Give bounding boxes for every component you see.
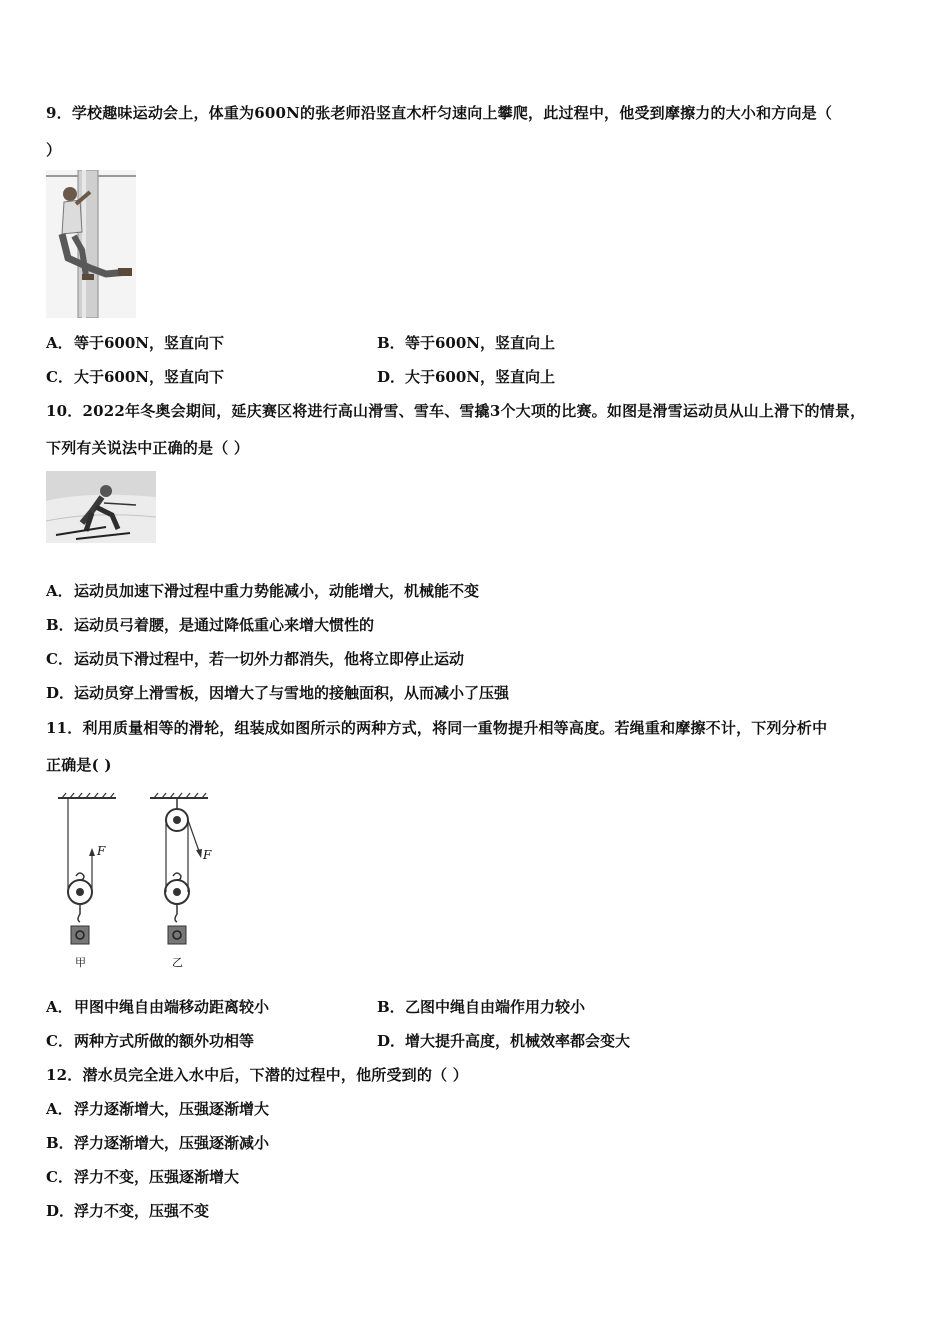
skier-photo [46, 471, 156, 543]
q10-option-a[interactable] [46, 580, 479, 601]
option-text: 浮力不变，压强不变 [74, 1202, 210, 1220]
q9-option-c[interactable] [46, 366, 224, 387]
option-text: 运动员弓着腰，是通过降低重心来增大惯性的 [74, 616, 375, 634]
q12-stem: 12．潜水员完全进入水中后，下潜的过程中，他所受到的（ ） [46, 1066, 468, 1084]
caption-left: 甲 [75, 956, 86, 969]
option-letter: D． [377, 1032, 406, 1050]
q9-option-b[interactable] [377, 332, 555, 353]
q10-option-d[interactable] [46, 682, 509, 703]
option-text: 浮力逐渐增大，压强逐渐增大 [74, 1100, 270, 1118]
q11-option-d[interactable] [377, 1030, 630, 1051]
q9-option-a[interactable] [46, 332, 224, 353]
q10-option-b[interactable] [46, 614, 374, 635]
option-letter: A． [46, 998, 73, 1016]
q10-option-c[interactable] [46, 648, 464, 669]
q11-stem-line2: 正确是( ) [46, 756, 112, 774]
caption-right: 乙 [172, 956, 183, 969]
option-text: 浮力逐渐增大，压强逐渐减小 [74, 1134, 270, 1152]
option-text: 运动员加速下滑过程中重力势能减小，动能增大，机械能不变 [74, 582, 480, 600]
option-letter: D． [46, 1202, 75, 1220]
pulley-system-right [150, 793, 208, 944]
option-letter: C． [46, 650, 73, 668]
q10-stem-line2: 下列有关说法中正确的是（ ） [46, 439, 250, 457]
option-text: 等于600N，竖直向下 [74, 334, 225, 352]
option-letter: C． [46, 1032, 73, 1050]
pulley-diagram [50, 792, 220, 974]
option-letter: B． [377, 334, 405, 352]
q11-stem-line1: 11．利用质量相等的滑轮，组装成如图所示的两种方式，将同一重物提升相等高度。若绳重和摩擦不计，下列分析中 [46, 719, 828, 737]
q9-stem-line2: ） [46, 141, 62, 159]
q9-option-d[interactable] [377, 366, 555, 387]
option-letter: D． [377, 368, 406, 386]
q12-option-a[interactable] [46, 1098, 269, 1119]
q12-option-d[interactable] [46, 1200, 209, 1221]
option-letter: B． [377, 998, 405, 1016]
option-text: 等于600N，竖直向上 [405, 334, 556, 352]
option-text: 浮力不变，压强逐渐增大 [74, 1168, 240, 1186]
q11-option-a[interactable] [46, 996, 269, 1017]
option-letter: C． [46, 368, 73, 386]
option-letter: B． [46, 616, 74, 634]
option-text: 运动员下滑过程中，若一切外力都消失，他将立即停止运动 [74, 650, 465, 668]
force-label-left: F [97, 844, 106, 858]
option-letter: B． [46, 1134, 74, 1152]
option-letter: A． [46, 334, 73, 352]
q12-option-b[interactable] [46, 1132, 269, 1153]
option-text: 增大提升高度，机械效率都会变大 [405, 1032, 631, 1050]
q9-stem-line1: 9．学校趣味运动会上，体重为600N的张老师沿竖直木杆匀速向上攀爬，此过程中，他受到摩擦力的大小和方向是（ [46, 104, 833, 122]
option-text: 甲图中绳自由端移动距离较小 [74, 998, 270, 1016]
force-label-right: F [203, 848, 212, 862]
pulley-system-left [58, 793, 116, 944]
q11-option-c[interactable] [46, 1030, 254, 1051]
q12-option-c[interactable] [46, 1166, 239, 1187]
option-letter: C． [46, 1168, 73, 1186]
option-text: 大于600N，竖直向上 [405, 368, 556, 386]
option-letter: A． [46, 1100, 73, 1118]
option-letter: A． [46, 582, 73, 600]
option-text: 运动员穿上滑雪板，因增大了与雪地的接触面积，从而减小了压强 [74, 684, 510, 702]
option-text: 乙图中绳自由端作用力较小 [405, 998, 586, 1016]
option-text: 两种方式所做的额外功相等 [74, 1032, 255, 1050]
climbing-teacher-photo [46, 170, 136, 318]
q11-option-b[interactable] [377, 996, 585, 1017]
q10-stem-line1: 10．2022年冬奥会期间，延庆赛区将进行高山滑雪、雪车、雪撬3个大项的比赛。如图是滑雪运动员从山上滑下的情景， [46, 402, 866, 420]
option-text: 大于600N，竖直向下 [74, 368, 225, 386]
option-letter: D． [46, 684, 75, 702]
